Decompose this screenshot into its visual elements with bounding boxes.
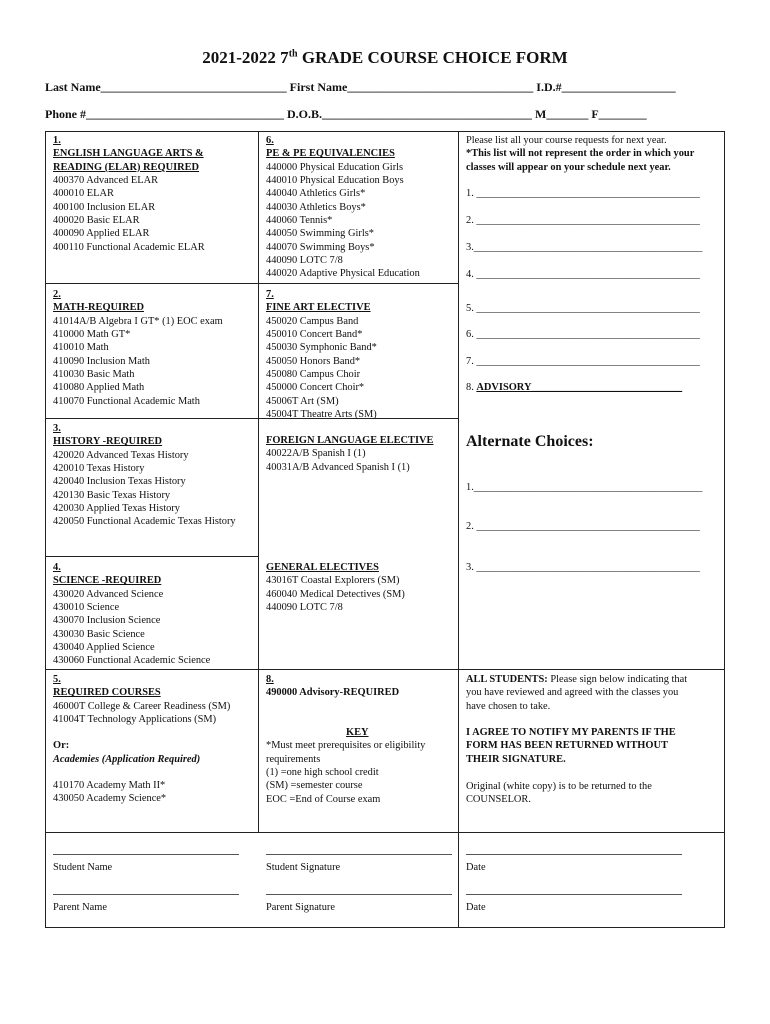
request-line-5[interactable]: 5. ___________________________________________	[466, 303, 700, 314]
course-item: 440040 Athletics Girls*	[266, 188, 366, 200]
alternate-line-2[interactable]: 2. ___________________________________________	[466, 521, 700, 532]
course-item: 450050 Honors Band*	[266, 355, 361, 367]
request-line-3[interactable]: 3.____________________________________________	[466, 242, 703, 253]
student-name-field[interactable]: Student Name	[53, 854, 239, 874]
alternate-choices-heading: Alternate Choices:	[466, 433, 594, 450]
course-item: 400010 ELAR	[53, 188, 114, 200]
course-item: 450030 Symphonic Band*	[266, 342, 377, 354]
course-item: 430060 Functional Academic Science	[53, 655, 211, 667]
section-general-electives: GENERAL ELECTIVES 43016T Coastal Explorers (SM) 460040 Medical Detectives (SM) 440090 LOTC 7/8	[266, 562, 405, 614]
course-item: 400100 Inclusion ELAR	[53, 201, 156, 213]
course-item: 430010 Science	[53, 602, 120, 614]
course-requests-panel: Please list all your course requests for next year. *This list will not represent the order in which your classes will appear on your schedule next year.	[466, 135, 695, 173]
request-line-6[interactable]: 6. ___________________________________________	[466, 329, 700, 340]
section-required-courses: 5. REQUIRED COURSES 46000T College & Career Readiness (SM) 41004T Technology Applications (SM) Or: Academies (Application Required) 410170 Academy Math II* 430050 Academy Science*	[53, 674, 231, 805]
course-item: 400370 Advanced ELAR	[53, 175, 159, 187]
alternate-line-3[interactable]: 3. ___________________________________________	[466, 562, 700, 573]
course-item: 420050 Functional Academic Texas History	[53, 516, 236, 528]
course-item: 420010 Texas History	[53, 463, 145, 475]
course-item: 45004T Theatre Arts (SM)	[266, 409, 377, 421]
section-history: 3. HISTORY -REQUIRED 420020 Advanced Texas History 420010 Texas History 420040 Inclusion Texas History 420130 Basic Texas History 420030 Applied Texas History 420050 Functional Academic Texas History	[53, 423, 236, 528]
section-advisory: 8. 490000 Advisory-REQUIRED	[266, 674, 400, 699]
course-item: 45006T Art (SM)	[266, 395, 339, 407]
section-pe: 6. PE & PE EQUIVALENCIES 440000 Physical Education Girls 440010 Physical Education Boys 440040 Athletics Girls* 440030 Athletics Boys* 440060 Tennis* 440050 Swimming Girls* 440070 Swimming Boys* 440090 LOTC 7/8 440020 Adaptive Physical Education	[266, 135, 420, 280]
request-line-1[interactable]: 1. ___________________________________________	[466, 188, 700, 199]
course-item: 440060 Tennis*	[266, 215, 333, 227]
course-item: 410080 Applied Math	[53, 382, 145, 394]
course-item: 400020 Basic ELAR	[53, 215, 140, 227]
advisory-line[interactable]: 8. ADVISORY_____________________________	[466, 382, 683, 393]
course-item: 410070 Functional Academic Math	[53, 395, 200, 407]
course-item: 440050 Swimming Girls*	[266, 228, 374, 240]
course-item: 430020 Advanced Science	[53, 588, 164, 600]
course-item: 440070 Swimming Boys*	[266, 241, 375, 253]
section-foreign-language: FOREIGN LANGUAGE ELECTIVE 40022A/B Spanish I (1) 40031A/B Advanced Spanish I (1)	[266, 435, 434, 473]
course-item: 41014A/B Algebra I GT* (1) EOC exam	[53, 315, 223, 327]
course-item: 46000T College & Career Readiness (SM)	[53, 700, 231, 712]
course-item: 430040 Applied Science	[53, 642, 155, 654]
course-item: 40022A/B Spanish I (1)	[266, 448, 366, 460]
course-item: 420030 Applied Texas History	[53, 503, 180, 515]
phone-dob-row[interactable]: Phone #_________________________________ D.O.B.___________________________________ M_______ F________	[45, 107, 647, 121]
course-grid	[45, 131, 725, 928]
section-fine-art: 7. FINE ART ELECTIVE 450020 Campus Band 450010 Concert Band* 450030 Symphonic Band* 450050 Honors Band* 450080 Campus Choir 450000 Concert Choir* 45006T Art (SM) 45004T Theatre Arts (SM)	[266, 289, 377, 421]
section-science: 4. SCIENCE -REQUIRED 430020 Advanced Science 430010 Science 430070 Inclusion Science 430030 Basic Science 430040 Applied Science 430060 Functional Academic Science	[53, 562, 211, 667]
course-item: 430070 Inclusion Science	[53, 615, 161, 627]
course-item: 450020 Campus Band	[266, 315, 359, 327]
all-students-notice: ALL STUDENTS: Please sign below indicating that you have reviewed and agreed with the classes you have chosen to take.	[466, 674, 688, 712]
section-key: KEY *Must meet prerequisites or eligibility requirements (1) =one high school credit (SM) =semester course EOC =End of Course exam	[266, 727, 426, 805]
course-item: 410000 Math GT*	[53, 329, 131, 341]
section-math: 2. MATH-REQUIRED 41014A/B Algebra I GT* (1) EOC exam 410000 Math GT* 410010 Math 410090 Inclusion Math 410030 Basic Math 410080 Applied Math 410070 Functional Academic Math	[53, 289, 223, 407]
course-item: 420130 Basic Texas History	[53, 489, 171, 501]
course-item: 420020 Advanced Texas History	[53, 449, 189, 461]
parent-name-field[interactable]: Parent Name	[53, 894, 239, 914]
parent-notify-agreement: I AGREE TO NOTIFY MY PARENTS IF THE FORM HAS BEEN RETURNED WITHOUT THEIR SIGNATURE.	[466, 727, 676, 765]
course-item: 450000 Concert Choir*	[266, 382, 365, 394]
course-item: 420040 Inclusion Texas History	[53, 476, 186, 488]
course-item: 440010 Physical Education Boys	[266, 175, 404, 187]
course-item: 40031A/B Advanced Spanish I (1)	[266, 461, 410, 473]
course-item: 400090 Applied ELAR	[53, 228, 150, 240]
course-item: 440000 Physical Education Girls	[266, 161, 404, 173]
course-item: 430050 Academy Science*	[53, 793, 167, 805]
name-id-row[interactable]: Last Name_______________________________ First Name_______________________________ I.D.#___________________	[45, 80, 676, 94]
course-item: 440020 Adaptive Physical Education	[266, 268, 420, 280]
request-line-7[interactable]: 7. ___________________________________________	[466, 356, 700, 367]
course-item: 43016T Coastal Explorers (SM)	[266, 575, 400, 587]
course-item: 460040 Medical Detectives (SM)	[266, 588, 405, 600]
section-elar: 1. ENGLISH LANGUAGE ARTS & READING (ELAR) REQUIRED 400370 Advanced ELAR 400010 ELAR 400100 Inclusion ELAR 400020 Basic ELAR 400090 Applied ELAR 400110 Functional Academic ELAR	[53, 135, 205, 253]
course-item: 440030 Athletics Boys*	[266, 201, 366, 213]
return-instructions: Original (white copy) is to be returned to the COUNSELOR.	[466, 781, 652, 806]
course-item: 410030 Basic Math	[53, 369, 135, 381]
request-line-2[interactable]: 2. ___________________________________________	[466, 215, 700, 226]
form-title: 2021-2022 7th GRADE COURSE CHOICE FORM	[202, 48, 568, 67]
parent-date-field[interactable]: Date	[466, 894, 682, 914]
course-item: 410170 Academy Math II*	[53, 780, 166, 792]
course-item: 450010 Concert Band*	[266, 329, 363, 341]
course-item: 400110 Functional Academic ELAR	[53, 241, 205, 253]
student-date-field[interactable]: Date	[466, 854, 682, 874]
alternate-line-1[interactable]: 1.____________________________________________	[466, 482, 703, 493]
course-item: 41004T Technology Applications (SM)	[53, 714, 217, 726]
request-line-4[interactable]: 4. ___________________________________________	[466, 269, 700, 280]
course-item: 440090 LOTC 7/8	[266, 255, 343, 267]
parent-signature-field[interactable]: Parent Signature	[266, 894, 452, 914]
course-item: 430030 Basic Science	[53, 628, 145, 640]
course-item: 440090 LOTC 7/8	[266, 602, 343, 614]
student-signature-field[interactable]: Student Signature	[266, 854, 452, 874]
course-item: 450080 Campus Choir	[266, 369, 361, 381]
course-item: 410010 Math	[53, 342, 109, 354]
course-item: 410090 Inclusion Math	[53, 355, 150, 367]
